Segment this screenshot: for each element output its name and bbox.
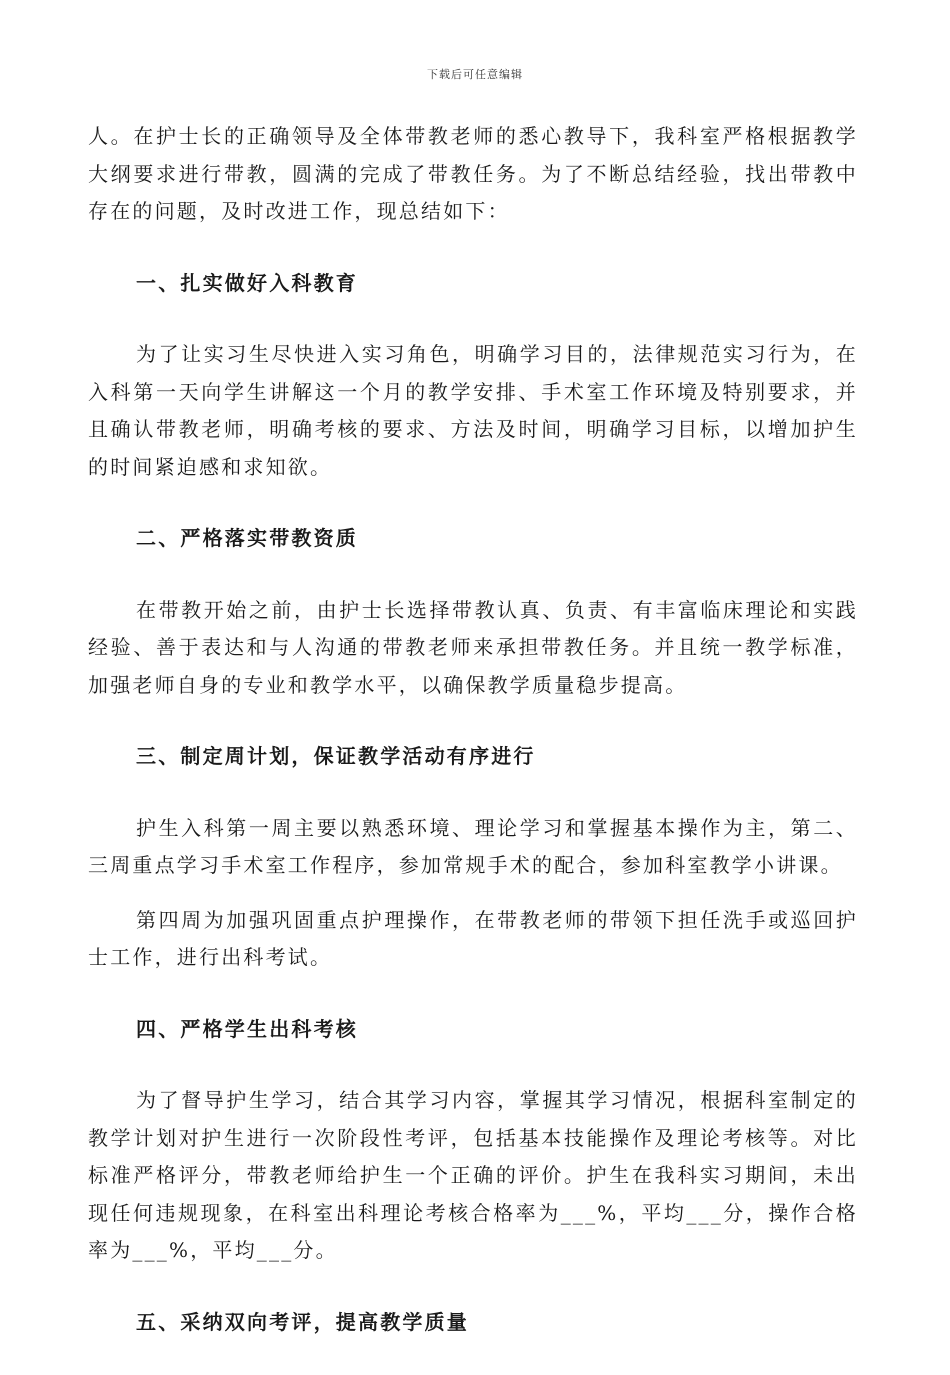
section-3-paragraph-2: 第四周为加强巩固重点护理操作，在带教老师的带领下担任洗手或巡回护士工作，进行出科考试。 [88, 907, 858, 969]
section-4-paragraph: 为了督导护生学习，结合其学习内容，掌握其学习情况，根据科室制定的教学计划对护生进行一次阶段性考评，包括基本技能操作及理论考核等。对比标准严格评分，带教老师给护生一个正确的评价。护生在我科实习期间，未出现任何违规现象，在科室出科理论考核合格率为___%，平均___分，操作合格率为___%，平均___分。 [88, 1088, 858, 1262]
intro-paragraph: 人。在护士长的正确领导及全体带教老师的悉心教导下，我科室严格根据教学大纲要求进行带教，圆满的完成了带教任务。为了不断总结经验，找出带教中存在的问题，及时改进工作，现总结如下： [88, 124, 858, 223]
document-body [88, 118, 858, 1375]
section-3-paragraph-1: 护生入科第一周主要以熟悉环境、理论学习和掌握基本操作为主，第二、三周重点学习手术室工作程序，参加常规手术的配合，参加科室教学小讲课。 [88, 815, 858, 877]
section-heading-3: 三、制定周计划，保证教学活动有序进行 [136, 744, 536, 768]
section-heading-2: 二、严格落实带教资质 [136, 526, 358, 550]
section-2-paragraph: 在带教开始之前，由护士长选择带教认真、负责、有丰富临床理论和实践经验、善于表达和与人沟通的带教老师来承担带教任务。并且统一教学标准，加强老师自身的专业和教学水平，以确保教学质量稳步提高。 [88, 597, 858, 697]
section-heading-4: 四、严格学生出科考核 [136, 1016, 358, 1041]
page-header: 下载后可任意编辑 [427, 68, 523, 81]
section-1-paragraph: 为了让实习生尽快进入实习角色，明确学习目的，法律规范实习行为，在入科第一天向学生讲解这一个月的教学安排、手术室工作环境及特别要求，并且确认带教老师，明确考核的要求、方法及时间，明确学习目标，以增加护生的时间紧迫感和求知欲。 [88, 342, 858, 479]
section-heading-5: 五、采纳双向考评，提高教学质量 [136, 1309, 469, 1334]
section-heading-1: 一、扎实做好入科教育 [136, 270, 358, 295]
